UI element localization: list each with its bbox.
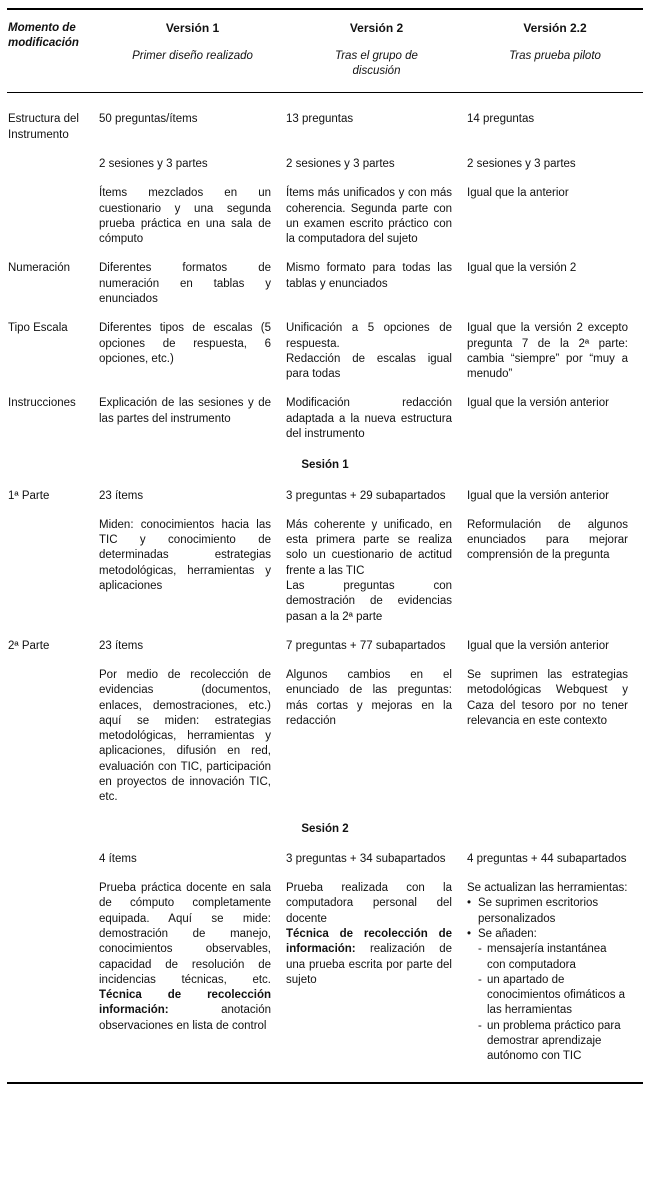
paragraph — [286, 927, 452, 988]
version-2-2-title: Versión 2.2 — [523, 21, 587, 35]
row-numeracion — [7, 261, 643, 321]
paragraph: Unificación a 5 opciones de respuesta. — [286, 322, 452, 350]
row-estructura-1 — [7, 93, 643, 157]
cell-parte2b-v2: Algunos cambios en el enunciado de las preguntas: más cortas y mejoras en la redacción — [286, 669, 452, 727]
paragraph — [99, 881, 271, 1034]
dash-item — [467, 1019, 628, 1065]
bold-run-tecnica-recoleccion: Técnica de recolección información: — [99, 989, 271, 1017]
cell-parte2a-v1: 23 ítems — [99, 639, 144, 652]
session-1-header-row — [7, 456, 643, 488]
versions-comparison-table — [7, 8, 643, 1084]
header-version-1 — [99, 9, 286, 93]
cell-estructura1-v2: 13 preguntas — [286, 113, 354, 126]
cell-estructura2-v2: 2 sesiones y 3 partes — [286, 158, 395, 171]
header-version-2-2 — [467, 9, 643, 93]
dash-text: mensajería instantánea con computadora — [487, 943, 607, 971]
row-parte1-a — [7, 489, 643, 518]
row-label-empty — [7, 881, 99, 1082]
cell-sesion2b-v1 — [99, 881, 286, 1082]
row-estructura-2 — [7, 157, 643, 186]
row-sesion2-a — [7, 852, 643, 881]
cell-tipo-escala-v1: Diferentes tipos de escalas (5 opciones de respuesta, 6 opciones, etc.) — [99, 322, 271, 365]
header-momento-modificacion: Momento de modificación — [7, 9, 99, 93]
cell-estructura3-v2: Ítems más unificados y con más coherencia. Segunda parte con un examen escrito práctico con la computadora del sujeto — [286, 187, 452, 246]
cell-parte1b-v22: Reformulación de algunos enunciados para mejorar comprensión de la pregunta — [467, 518, 628, 562]
session-2-title: Sesión 2 — [301, 822, 349, 835]
bullet-text: Se añaden: — [478, 928, 537, 940]
cell-instrucciones-v2: Modificación redacción adaptada a la nueva estructura del instrumento — [286, 397, 452, 440]
paragraph: Se actualizan las herramientas: — [467, 882, 628, 895]
row-label-1a-parte: 1ª Parte — [8, 489, 50, 502]
cell-estructura1-v22: 14 preguntas — [467, 113, 535, 126]
cell-sesion2a-v2: 3 preguntas + 34 subapartados — [286, 852, 446, 865]
cell-estructura1-v1: 50 preguntas/ítems — [99, 113, 198, 126]
cell-estructura3-v1: Ítems mezclados en un cuestionario y una segunda prueba práctica en una sala de cómputo — [99, 187, 271, 246]
cell-parte1b-v1: Miden: conocimientos hacia las TIC y conocimiento de determinadas estrategias metodológicas, herramientas y aplicaciones — [99, 518, 271, 592]
paragraph: Más coherente y unificado, en esta primera parte se realiza solo un cuestionario de actitud frente a las TIC — [286, 518, 452, 577]
paragraph: Prueba realizada con la computadora personal del docente — [286, 882, 452, 925]
row-sesion2-b — [7, 881, 643, 1082]
cell-numeracion-v1: Diferentes formatos de numeración en tablas y enunciados — [99, 262, 271, 305]
cell-parte1a-v1: 23 ítems — [99, 489, 144, 502]
bullet-item — [467, 927, 628, 942]
row-label-2a-parte: 2ª Parte — [8, 639, 50, 652]
row-parte2-a — [7, 639, 643, 668]
bullet-text: Se suprimen escritorios personalizados — [478, 897, 599, 925]
row-estructura-3 — [7, 186, 643, 261]
dash-item — [467, 942, 628, 973]
row-label-empty — [7, 186, 99, 261]
bullet-item — [467, 896, 628, 927]
cell-instrucciones-v22: Igual que la versión anterior — [467, 397, 609, 410]
version-2-title: Versión 2 — [349, 21, 404, 35]
row-label-empty — [7, 852, 99, 881]
text-run: Prueba práctica docente en sala de cómputo completamente equipada. — [99, 882, 271, 925]
bullet-marker: • — [467, 928, 472, 940]
row-label-instrucciones: Instrucciones — [8, 397, 76, 410]
paragraph: Redacción de escalas igual para todas — [286, 352, 452, 381]
cell-numeracion-v2: Mismo formato para todas las tablas y enunciados — [286, 262, 452, 290]
row-parte2-b — [7, 668, 643, 820]
session-2-header-row — [7, 820, 643, 852]
cell-sesion2b-v2 — [286, 881, 467, 1082]
bold-run-tecnica-recoleccion: Técnica de recolección de información: — [286, 928, 452, 956]
version-2-subtitle: Tras el grupo de discusión — [335, 49, 418, 77]
row-instrucciones — [7, 396, 643, 456]
row-label-numeracion: Numeración — [8, 262, 70, 275]
text-run: realización de una prueba escrita por parte del sujeto — [286, 943, 452, 986]
version-1-subtitle: Primer diseño realizado — [132, 49, 253, 62]
row-label-empty — [7, 668, 99, 820]
version-1-title: Versión 1 — [165, 21, 220, 35]
row-label-empty — [7, 518, 99, 639]
header-row — [7, 9, 643, 93]
cell-tipo-escala-v2 — [286, 321, 467, 396]
cell-sesion2b-v22 — [467, 881, 643, 1082]
text-run: Aquí se mide: demostración de manejo, conocimientos observables, capacidad de resolución de incidencias técnicas, etc. — [99, 912, 271, 986]
row-label-tipo-escala: Tipo Escala — [8, 322, 68, 335]
text-run: anotación observaciones en lista de control — [99, 1004, 271, 1032]
bullet-marker: • — [467, 897, 472, 910]
version-2-2-subtitle: Tras prueba piloto — [509, 49, 601, 62]
dash-item — [467, 973, 628, 1019]
header-version-2 — [286, 9, 467, 93]
dash-marker: - — [478, 943, 482, 956]
cell-parte1b-v2 — [286, 518, 467, 639]
cell-instrucciones-v1: Explicación de las sesiones y de las partes del instrumento — [99, 397, 271, 425]
cell-parte2b-v22: Se suprimen las estrategias metodológicas Webquest y Caza del tesoro por no tener relevancia en este contexto — [467, 669, 628, 727]
row-label-estructura: Estructura del Instrumento — [8, 113, 79, 141]
dash-marker: - — [478, 1019, 482, 1032]
cell-sesion2a-v1: 4 ítems — [99, 852, 137, 865]
cell-parte2a-v22: Igual que la versión anterior — [467, 639, 609, 652]
paragraph: Las preguntas con demostración de evidencias pasan a la 2ª parte — [286, 579, 452, 623]
cell-parte2b-v1: Por medio de recolección de evidencias (documentos, enlaces, demostraciones, etc.) aquí se miden: estrategias metodológicas, herramientas y aplicaciones, difusión en red, evaluación con TIC, participación en proyectos de innovación TIC, etc. — [99, 669, 271, 804]
dash-text: un apartado de conocimientos ofimáticos a las herramientas — [487, 973, 626, 1017]
cell-parte1a-v22: Igual que la versión anterior — [467, 489, 609, 502]
cell-parte2a-v2: 7 preguntas + 77 subapartados — [286, 639, 446, 652]
cell-numeracion-v22: Igual que la versión 2 — [467, 262, 577, 275]
cell-sesion2a-v22: 4 preguntas + 44 subapartados — [467, 852, 627, 865]
session-1-title: Sesión 1 — [301, 459, 349, 472]
row-parte1-b — [7, 518, 643, 639]
cell-estructura2-v22: 2 sesiones y 3 partes — [467, 158, 576, 171]
cell-estructura2-v1: 2 sesiones y 3 partes — [99, 158, 208, 171]
row-tipo-escala — [7, 321, 643, 396]
cell-parte1a-v2: 3 preguntas + 29 subapartados — [286, 489, 446, 502]
dash-text: un problema práctico para demostrar aprendizaje autónomo con TIC — [487, 1019, 621, 1063]
cell-estructura3-v22: Igual que la anterior — [467, 187, 569, 200]
cell-tipo-escala-v22: Igual que la versión 2 excepto pregunta 7 de la 2ª parte: cambia “siempre” por “muy a menudo” — [467, 322, 628, 381]
row-label-empty — [7, 157, 99, 186]
dash-marker: - — [478, 973, 482, 986]
